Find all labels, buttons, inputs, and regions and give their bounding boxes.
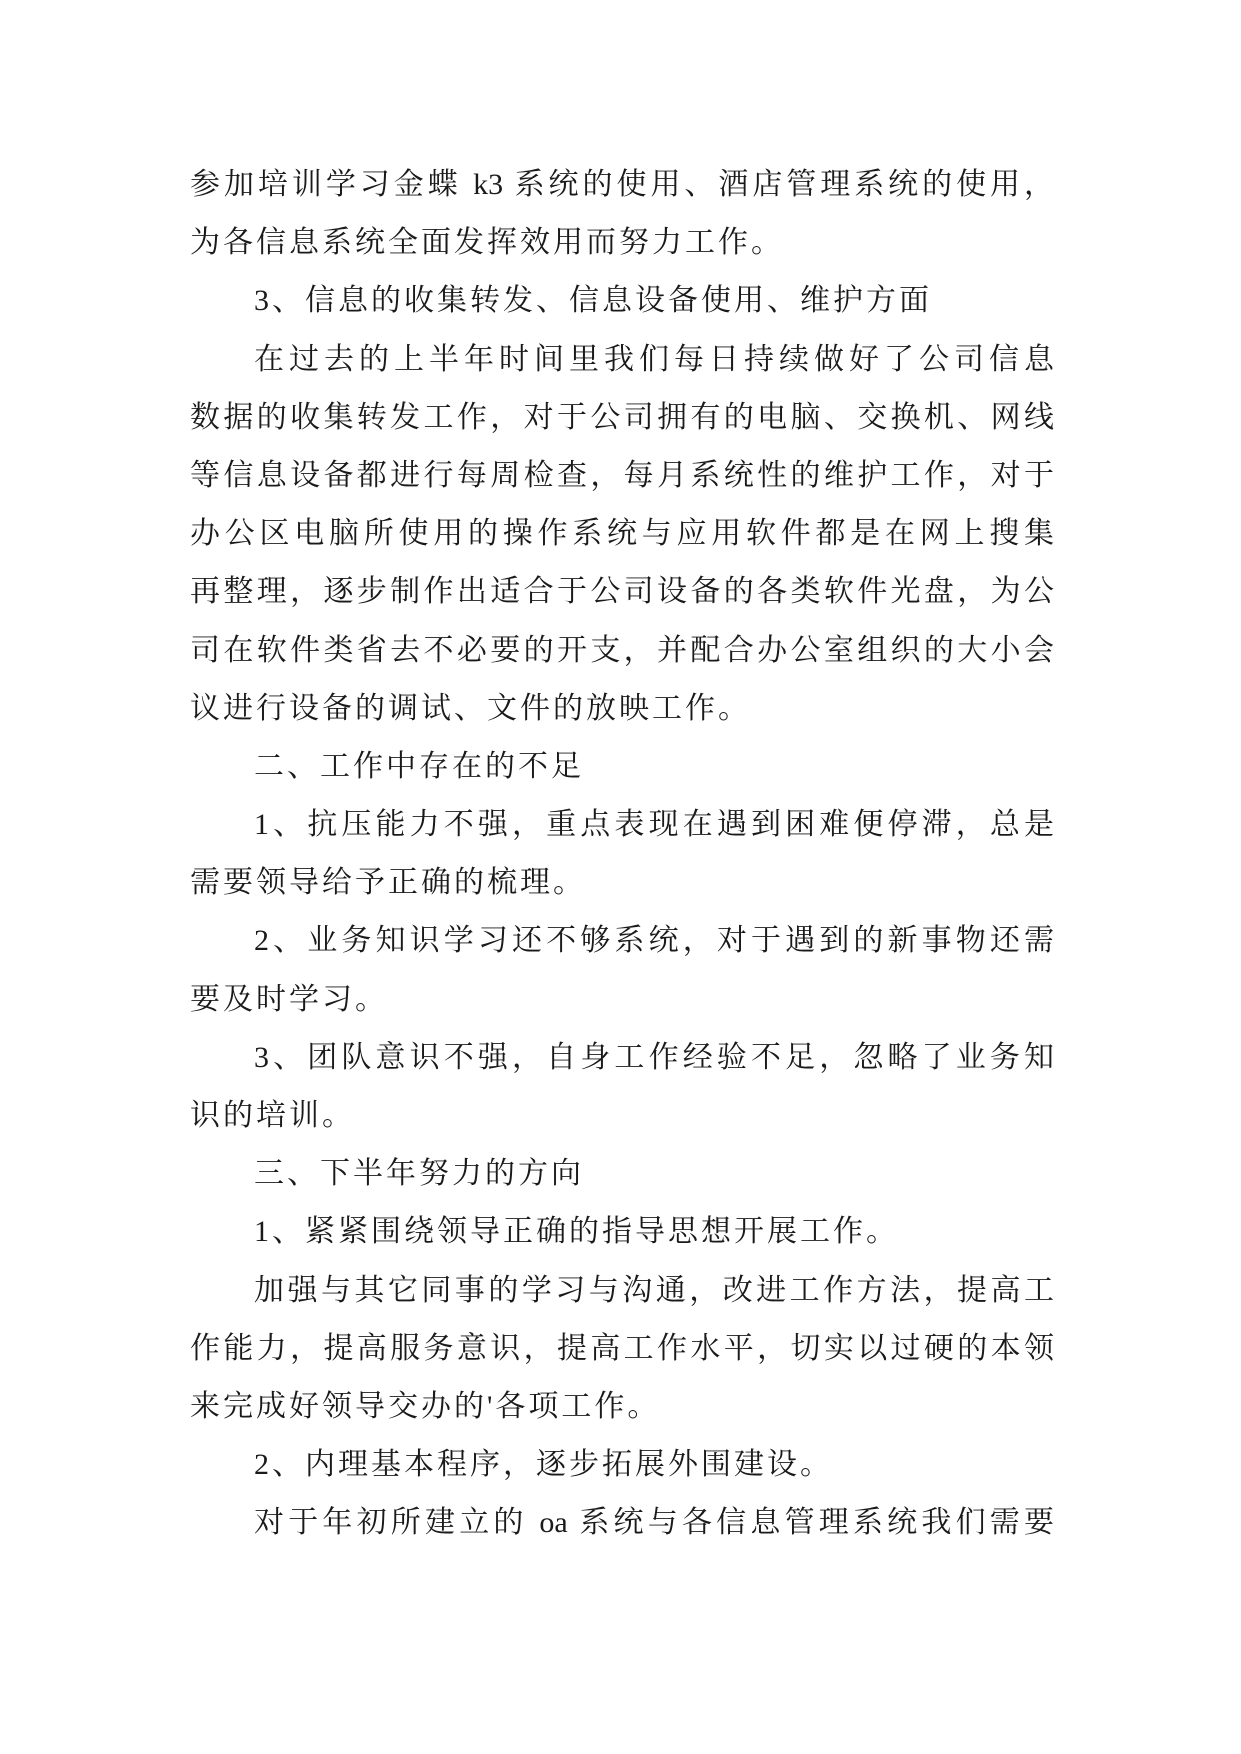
text-line: 作能力，提高服务意识，提高工作水平，切实以过硬的本领 xyxy=(190,1331,1054,1365)
text-line: 在过去的上半年时间里我们每日持续做好了公司信息 xyxy=(254,342,1054,376)
section-heading: 二、工作中存在的不足 xyxy=(254,749,584,783)
text-line: 数据的收集转发工作，对于公司拥有的电脑、交换机、网线 xyxy=(190,400,1054,434)
document-body xyxy=(190,156,1054,1553)
section-item-heading: 1、紧紧围绕领导正确的指导思想开展工作。 xyxy=(254,1215,899,1249)
text-line: 要及时学习。 xyxy=(190,982,388,1016)
text-line: 再整理，逐步制作出适合于公司设备的各类软件光盘，为公 xyxy=(190,575,1054,609)
text-line: 2、业务知识学习还不够系统，对于遇到的新事物还需 xyxy=(254,924,1054,958)
text-line: 需要领导给予正确的梳理。 xyxy=(190,866,586,900)
text-line: 加强与其它同事的学习与沟通，改进工作方法，提高工 xyxy=(254,1273,1054,1307)
text-line: 等信息设备都进行每周检查，每月系统性的维护工作，对于 xyxy=(190,458,1054,492)
text-line: 为各信息系统全面发挥效用而努力工作。 xyxy=(190,226,784,260)
text-line: 司在软件类省去不必要的开支，并配合办公室组织的大小会 xyxy=(190,633,1054,667)
text-line: 1、抗压能力不强，重点表现在遇到困难便停滞，总是 xyxy=(254,808,1054,842)
text-line: 识的培训。 xyxy=(190,1099,355,1132)
section-item-heading: 2、内理基本程序，逐步拓展外围建设。 xyxy=(254,1448,833,1482)
text-line: 参加培训学习金蝶 k3 系统的使用、酒店管理系统的使用， xyxy=(190,168,1054,201)
text-line: 对于年初所建立的 oa 系统与各信息管理系统我们需要 xyxy=(254,1506,1054,1540)
section-heading: 三、下半年努力的方向 xyxy=(254,1157,584,1191)
text-line: 3、团队意识不强，自身工作经验不足，忽略了业务知 xyxy=(254,1040,1054,1074)
text-line: 办公区电脑所使用的操作系统与应用软件都是在网上搜集 xyxy=(190,517,1054,551)
text-line: 来完成好领导交办的'各项工作。 xyxy=(190,1389,661,1423)
section-item-heading: 3、信息的收集转发、信息设备使用、维护方面 xyxy=(254,284,932,318)
text-line: 议进行设备的调试、文件的放映工作。 xyxy=(190,691,751,725)
